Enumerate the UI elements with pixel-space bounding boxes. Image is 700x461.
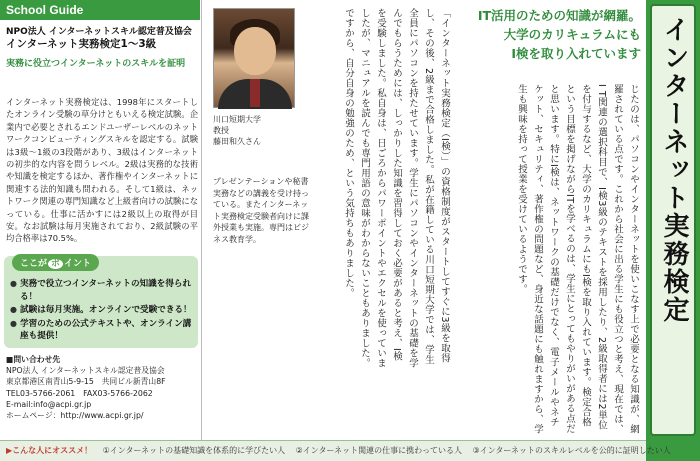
contact-line-website[interactable]: ホームページ：http://www.acpi.gr.jp/ — [6, 411, 144, 421]
footer-item: ②インターネット関連の仕事に携わっている人 — [295, 446, 462, 455]
contact-line-org: NPO法人 インターネットスキル認定普及協会 — [6, 366, 165, 376]
contact-line-address: 東京都港区南青山5-9-15 共同ビル新青山8F — [6, 377, 166, 387]
banner-panel — [650, 4, 696, 436]
banner-title: インターネット実務検定 — [659, 16, 689, 324]
exam-title: インターネット実務検定1～3級 — [6, 38, 157, 50]
caption-name: 藤田和久さん — [213, 137, 261, 146]
recommendation-footer — [0, 440, 671, 461]
key-points-label-highlight: ポ — [48, 259, 63, 269]
portrait-photo — [213, 8, 295, 108]
key-points-label-pre: ここが — [20, 259, 48, 269]
caption-role: 教授 — [213, 126, 229, 135]
photo-caption — [213, 114, 309, 147]
article-headline — [463, 6, 641, 63]
footer-item: ①インターネットの基礎知識を体系的に学びたい人 — [102, 446, 286, 455]
key-point-item: ● 試験は毎月実施。オンラインで受験できる！ — [10, 304, 194, 317]
profile-text: プレゼンテーションや秘書実務などの講義を受け持っている。またインターネット実務検定受験者向けに課外授業も実施。専門はビジネス教育学。 — [213, 177, 309, 244]
contact-line-phone: TEL03-5766-2061 FAX03-5766-2062 — [6, 388, 153, 398]
interview-section — [203, 0, 643, 440]
headline-line: I検を取り入れています — [511, 46, 641, 61]
key-point-item: ● 実務で役立つインターネットの知識を得られる！ — [10, 278, 194, 303]
column-divider — [201, 0, 202, 440]
footer-item: ③インターネットのスキルレベルを公的に証明したい人 — [472, 446, 671, 455]
headline-line: 大学のカリキュラムにも — [503, 27, 641, 42]
contact-line-email[interactable]: E-mail:info@acpi.gr.jp — [6, 399, 92, 409]
headline-line: IT活用のための知識が網羅。 — [477, 8, 641, 23]
description-text: インターネット実務検定は、1998年にスタートしたオンライン受験の草分けともいえる検定試験。企業内で必要とされるエンドユーザーレベルのネットワークコンピューティングスキルを認定する。試験は3級～1級の3段階があり、3級はインターネットの初歩的な内容を問うレベル。2級は実務的な技術や知識を検定するほか、著作権やインターネットに関連する法的知識も問われる。そして1級は、ネットワーク関連の専門知識など上級者向けの試験になっている。仕事に活かすには2級以上の取得が目安。なお試験は毎月実施されており、2級試験の平均合格率は70.5%。 — [6, 97, 198, 244]
key-points-label — [12, 254, 99, 271]
article-column-b: じたのは、パソコンやインターネットを使いこなす上で必要となる知識が、網羅されている点です。これから社会に出る学生にも役立つと考え、現在では、I T関連の選択科目で、I検3級のテキストを採用したり、2級取得者には2単位を付与するなど、大学のカリキュラムにもI検を取り入れています。検定合格という目標を掲げながらITを学べるのは、学生にとってもやりがいがある点だと思います。特にI検は、ネットワークの基礎だけでなく、電子メールやネチケット、セキュリティ、著作権の問題など、身近な話題にも触れますから、学生も興味を持って授業を受けているようです。 — [516, 84, 639, 434]
key-points-label-post: イント — [64, 259, 92, 269]
key-points-list — [10, 278, 194, 344]
footer-lead: ▶こんな人にオススメ！ — [6, 446, 93, 455]
organization-name: NPO法人 インターネットスキル認定普及協会 — [6, 27, 192, 37]
caption-school: 川口短期大学 — [213, 115, 261, 124]
portrait-face — [234, 27, 276, 75]
vertical-title-banner — [646, 0, 700, 461]
article-column-a: 「インターネット実務検定（I検）」の資格制度がスタートしてすぐに3級を取得し、その後、2級まで合格しました。私が在籍している川口短期大学では、学生全員にパソコンを持たせています。学生にパソコンやインターネットの基礎を学んでもらうためには、しっかりした知識を習得しておく必要があると考え、I検を受験しました。私自身は、日ごろからパワーポイントやエクセルを使っていましたが、マニュアルを読んでも専門用語の意味がわからないこともありました。ですから、自分自身の勉強のため、という気持ちもありました。 — [343, 8, 450, 368]
key-point-item: ● 学習のための公式テキストや、オンライン講座も提供！ — [10, 318, 194, 343]
contact-info — [6, 354, 198, 421]
left-column — [0, 0, 200, 440]
key-points-box — [4, 256, 198, 348]
contact-title: ■問い合わせ先 — [6, 355, 61, 364]
subheading: 実務に役立つインターネットのスキルを証明 — [6, 59, 186, 69]
section-header: School Guide — [0, 0, 200, 20]
portrait-tie — [250, 79, 260, 107]
